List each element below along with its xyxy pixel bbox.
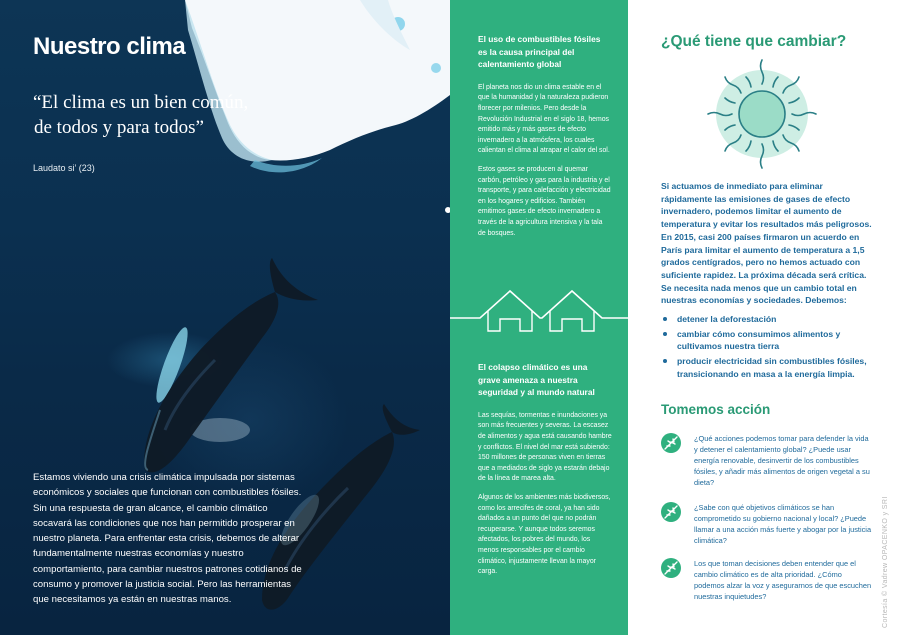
fossil-fuels-heading: El uso de combustibles fósiles es la causa principal del calentamiento global [478, 34, 601, 70]
leaf-badge-icon [661, 558, 681, 578]
actions-needed-list [661, 313, 876, 381]
list-item: detener la deforestación [661, 313, 876, 326]
fossil-fuels-section [478, 33, 612, 247]
green-column [450, 0, 628, 635]
bullet-icon [663, 332, 667, 336]
what-must-change-paragraph: Si actuamos de inmediato para eliminar rápidamente las emisiones de gases de efecto invernadero, podemos limitar el aumento de temperatura y evitar los resultados más peligrosos. En 2015, casi 200 países firmaron un acuerdo en París para limitar el aumento de temperatura a 1,5 grados centígrados, pero no hemos actuado con suficiente rapidez. La próxima década será crítica. Se necesita nada menos que un cambio total en nuestras economías y sociedades. Debemos: [661, 181, 872, 306]
take-action-heading: Tomemos acción [661, 402, 771, 417]
quote-line-2: de todos y para todos” [34, 117, 204, 138]
list-item: producir electricidad sin combustibles fósiles, transicionando en masa a la energía limpia. [661, 355, 876, 380]
right-column [628, 0, 900, 635]
houses-icon [450, 283, 628, 338]
sun-icon [696, 56, 826, 174]
bullet-icon [663, 359, 667, 363]
leaf-badge-icon [661, 502, 681, 522]
laudato-quote [33, 90, 293, 140]
quote-source: Laudato si’ (23) [33, 163, 95, 173]
action-text-3: Los que toman decisiones deben entender que el cambio climático es de alta prioridad. ¿Cómo podemos alzar la voz y asegurarnos de que escuchen nuestras inquietudes? [694, 559, 872, 602]
list-item: cambiar cómo consumimos alimentos y cultivamos nuestra tierra [661, 328, 876, 353]
what-must-change-heading: ¿Qué tiene que cambiar? [661, 33, 847, 50]
page-title: Nuestro clima [33, 33, 186, 60]
leaf-badge-icon [661, 433, 681, 453]
climate-collapse-section [478, 361, 612, 586]
photo-credit: Cortesía © Vadrew OPACENKO y SRI [882, 496, 889, 628]
action-text-2: ¿Sabe con qué objetivos climáticos se han comprometido su gobierno nacional y local? ¿Puede llamar a una acción más fuerte y abogar por la justicia climática? [694, 503, 872, 546]
bullet-icon [663, 317, 667, 321]
intro-paragraph: Estamos viviendo una crisis climática impulsada por sistemas económicos y sociales que funcionan con combustibles fósiles. Sin una respuesta de gran alcance, el cambio climático socavará las condiciones que nos han permitido prosperar en nuestro planeta. Para enfrentar esta crisis, debemos de alterar fundamentalmente nuestras economías y nuestro comportamiento, para cambiar nuestros patrones cotidianos de consumo y promover la justicia social. Pero las herramientas que necesitamos ya están en nuestras manos. [33, 472, 302, 606]
fossil-fuels-paragraph-2: Estos gases se producen al quemar carbón, petróleo y gas para la industria y el transporte, y para calefacción y electricidad en los hogares y edificios. También emitimos gases de efecto invernadero a través de la agricultura intensiva y la tala de bosques. [478, 165, 611, 237]
fossil-fuels-paragraph-1: El planeta nos dio un clima estable en el que la humanidad y la naturaleza pudieron florecer por milenios. Pero desde la Revolución Industrial en el siglo 18, hemos emitido más y más gases de efecto invernadero a la atmósfera, los cuales calientan el clima al atrapar el calor del sol. [478, 83, 610, 155]
climate-collapse-paragraph-1: Las sequías, tormentas e inundaciones ya son más frecuentes y severas. La escasez de alimentos y agua está causando hambre y conflictos. El nivel del mar está subiendo: 150 millones de personas viven en tierras que a mediados de siglo ya estarán debajo de la línea de marea alta. [478, 411, 612, 483]
action-text-1: ¿Qué acciones podemos tomar para defender la vida y detener el calentamiento global? ¿Puede usar energía renovable, desinvertir de los combustibles fósiles, y añadir más alimentos de origen vegetal a su dieta? [694, 434, 870, 488]
climate-collapse-paragraph-2: Algunos de los ambientes más biodiversos, como los arrecifes de coral, ya han sido dañados a un punto del que no podrán recuperarse. Y aunque todos seremos afectados, los pobres del mundo, los menos responsables por el cambio climático, injustamente llevan la mayor carga. [478, 493, 611, 576]
climate-collapse-heading: El colapso climático es una grave amenaza a nuestra seguridad y al mundo natural [478, 362, 595, 398]
what-must-change-body [661, 180, 876, 383]
quote-line-1: “El clima es un bien común, [33, 92, 249, 113]
